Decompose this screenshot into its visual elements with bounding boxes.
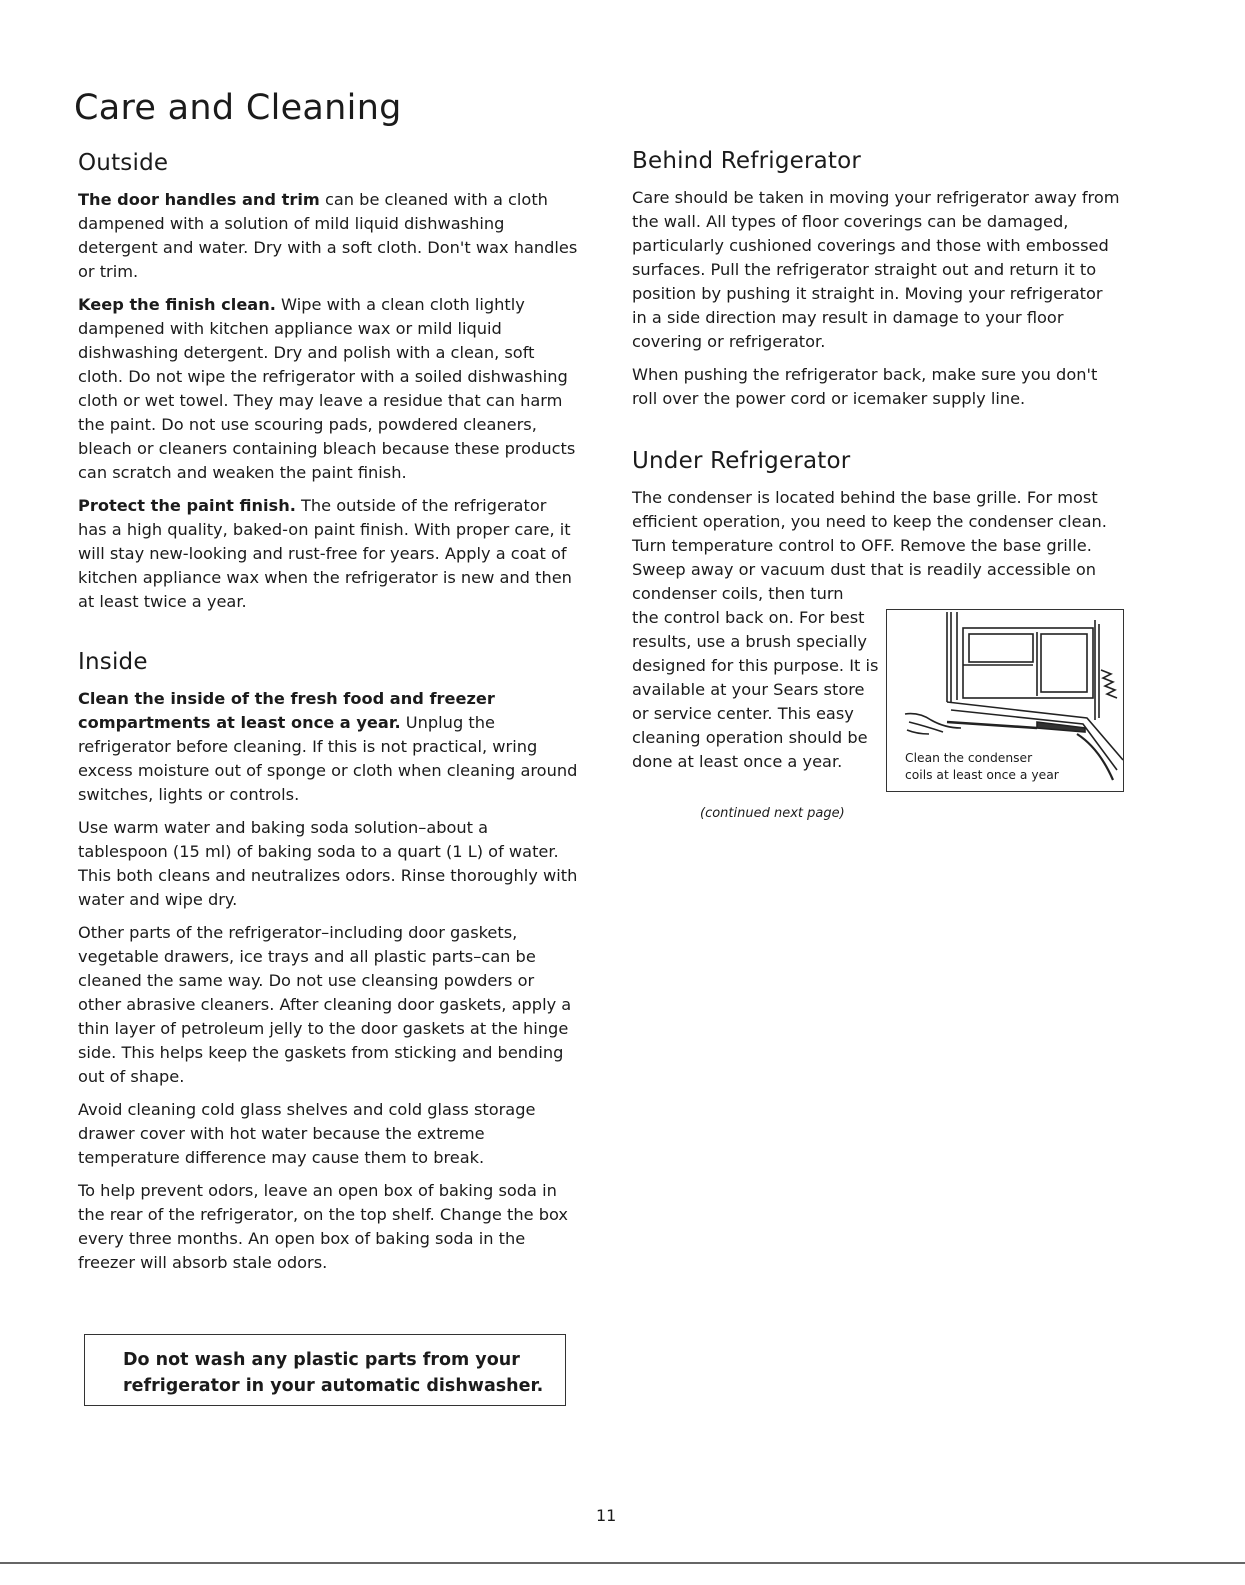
outside-p2-lead: Keep the finish clean. bbox=[78, 295, 276, 314]
behind-heading: Behind Refrigerator bbox=[632, 148, 862, 174]
outside-p1-text: can be cleaned with a cloth dampened with a solution of mild liquid dishwashing detergent and water. Dry with a soft cloth. Don't wax handles or trim. bbox=[78, 190, 578, 281]
warning-text: Do not wash any plastic parts from your refrigerator in your automatic dishwasher. bbox=[123, 1350, 544, 1396]
outside-p3-text: The outside of the refrigerator has a high quality, baked-on paint finish. With proper care, it will stay new-looking and rust-free for years. Apply a coat of kitchen appliance wax when the refrigerator is new and then at least twice a year. bbox=[78, 496, 572, 611]
inside-p1-text: Unplug the refrigerator before cleaning. If this is not practical, wring excess moisture out of sponge or cloth when cleaning around switches, lights or controls. bbox=[78, 713, 578, 804]
under-paragraph-narrow: the control back on. For best results, use a brush specially designed for this purpose. It is available at your Sears store or service center. This easy cleaning operation should be done at least once a year. bbox=[632, 608, 879, 771]
outside-heading: Outside bbox=[78, 150, 169, 176]
inside-paragraph-2: Use warm water and baking soda solution–about a tablespoon (15 ml) of baking soda to a quart (1 L) of water. This both cleans and neutralizes odors. Rinse thoroughly with water and wipe dry. bbox=[78, 818, 578, 909]
figure-caption bbox=[905, 750, 1059, 784]
outside-p1-lead: The door handles and trim bbox=[78, 190, 320, 209]
page-number: 11 bbox=[596, 1506, 617, 1525]
inside-paragraph-3: Other parts of the refrigerator–including door gaskets, vegetable drawers, ice trays and all plastic parts–can be cleaned the same way. Do not use cleansing powders or other abrasive cleaners. After cleaning door gaskets, apply a thin layer of petroleum jelly to the door gaskets at the hinge side. This helps keep the gaskets from sticking and bending out of shape. bbox=[78, 923, 572, 1086]
warning-box bbox=[84, 1334, 566, 1406]
inside-p1-lead: Clean the inside of the fresh food and freezer compartments at least once a year. bbox=[78, 689, 495, 732]
inside-paragraph-5: To help prevent odors, leave an open box of baking soda in the rear of the refrigerator, on the top shelf. Change the box every three months. An open box of baking soda in the freezer will absorb stale odors. bbox=[78, 1181, 569, 1272]
page-title: Care and Cleaning bbox=[74, 88, 402, 128]
inside-heading: Inside bbox=[78, 649, 148, 675]
caption-line-2: coils at least once a year bbox=[905, 768, 1059, 782]
under-paragraph-1: The condenser is located behind the base grille. For most efficient operation, you need to keep the condenser clean. Turn temperature control to OFF. Remove the base grille. Sweep away or vacuum dust that is readily accessible on condenser coils, then turn bbox=[632, 488, 1107, 603]
outside-paragraph-2 bbox=[78, 293, 578, 485]
continued-note: (continued next page) bbox=[700, 806, 845, 821]
outside-p2-text: Wipe with a clean cloth lightly dampened with kitchen appliance wax or mild liquid dishwashing detergent. Dry and polish with a clean, soft cloth. Do not wipe the refrigerator with a soiled dishwashing cloth or wet towel. They may leave a residue that can harm the paint. Do not use scouring pads, powdered cleaners, bleach or cleaners containing bleach because these products can scratch and weaken the paint finish. bbox=[78, 295, 576, 482]
bottom-rule bbox=[0, 1562, 1245, 1564]
inside-paragraph-1 bbox=[78, 687, 578, 807]
caption-line-1: Clean the condenser bbox=[905, 751, 1033, 765]
outside-paragraph-1 bbox=[78, 188, 578, 284]
left-column bbox=[78, 150, 578, 1284]
inside-paragraph-4: Avoid cleaning cold glass shelves and cold glass storage drawer cover with hot water because the extreme temperature difference may cause them to break. bbox=[78, 1100, 536, 1167]
behind-paragraph-1: Care should be taken in moving your refrigerator away from the wall. All types of floor coverings can be damaged, particularly cushioned coverings and those with embossed surfaces. Pull the refrigerator straight out and return it to position by pushing it straight in. Moving your refrigerator in a side direction may result in damage to your floor covering or refrigerator. bbox=[632, 188, 1120, 351]
behind-paragraph-2: When pushing the refrigerator back, make sure you don't roll over the power cord or icemaker supply line. bbox=[632, 365, 1098, 408]
condenser-illustration bbox=[886, 609, 1124, 792]
outside-paragraph-3 bbox=[78, 494, 578, 614]
under-heading: Under Refrigerator bbox=[632, 448, 851, 474]
outside-p3-lead: Protect the paint finish. bbox=[78, 496, 296, 515]
